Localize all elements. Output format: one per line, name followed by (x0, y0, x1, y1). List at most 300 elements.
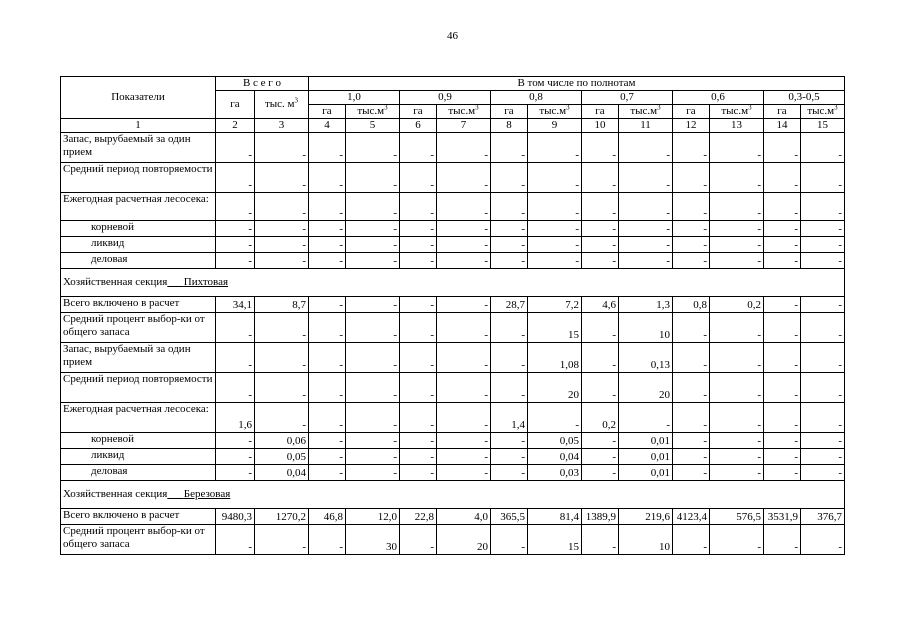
table-row (61, 221, 845, 237)
table-cell: - (710, 433, 764, 449)
table-cell: - (309, 403, 346, 433)
table-cell: - (400, 373, 437, 403)
table-cell: - (491, 313, 528, 343)
table-cell: - (491, 373, 528, 403)
column-number: 3 (255, 119, 309, 133)
table-cell: - (216, 465, 255, 481)
table-cell: - (764, 313, 801, 343)
table-cell: 20 (619, 373, 673, 403)
table-cell: - (216, 221, 255, 237)
row-label: деловая (61, 253, 216, 269)
header-unit-ha: га (582, 105, 619, 119)
table-cell: - (309, 297, 346, 313)
table-cell: - (764, 403, 801, 433)
row-label: Средний процент выбор-ки от общего запаса (61, 313, 216, 343)
table-cell: 22,8 (400, 509, 437, 525)
table-cell: - (437, 221, 491, 237)
table-cell: - (491, 343, 528, 373)
table-cell: - (764, 253, 801, 269)
table-cell: - (619, 133, 673, 163)
row-label: Всего включено в расчет (61, 297, 216, 313)
column-number: 12 (673, 119, 710, 133)
table-cell: - (216, 343, 255, 373)
table-cell: - (710, 237, 764, 253)
table-cell: 30 (346, 525, 400, 555)
table-cell: - (400, 237, 437, 253)
table-cell: - (255, 237, 309, 253)
table-cell: - (437, 297, 491, 313)
column-number: 9 (528, 119, 582, 133)
row-label: Запас, вырубаемый за один прием (61, 133, 216, 163)
table-cell: - (309, 373, 346, 403)
table-cell: - (255, 403, 309, 433)
table-cell: - (528, 163, 582, 193)
table-cell: 20 (437, 525, 491, 555)
table-cell: - (673, 433, 710, 449)
header-total: В с е г о (216, 77, 309, 91)
table-cell: 34,1 (216, 297, 255, 313)
table-cell: - (764, 343, 801, 373)
table-cell: - (400, 163, 437, 193)
table-cell: - (437, 313, 491, 343)
table-cell: - (801, 525, 845, 555)
table-cell: - (216, 193, 255, 221)
table-cell: - (582, 313, 619, 343)
table-cell: - (619, 253, 673, 269)
header-density: 0,8 (491, 91, 582, 105)
table-cell: - (216, 373, 255, 403)
table-cell: - (346, 465, 400, 481)
table-cell: - (255, 373, 309, 403)
table-cell: 4,6 (582, 297, 619, 313)
table-cell: - (801, 465, 845, 481)
table-cell: - (582, 433, 619, 449)
column-number: 8 (491, 119, 528, 133)
table-cell: - (764, 193, 801, 221)
column-number: 4 (309, 119, 346, 133)
table-cell: 1,6 (216, 403, 255, 433)
table-cell: - (491, 163, 528, 193)
table-cell: 0,2 (710, 297, 764, 313)
row-label: Запас, вырубаемый за один прием (61, 343, 216, 373)
table-cell: - (491, 433, 528, 449)
table-cell: - (619, 403, 673, 433)
table-cell: - (528, 253, 582, 269)
table-cell: 576,5 (710, 509, 764, 525)
table-row (61, 297, 845, 313)
table-cell: - (764, 525, 801, 555)
table-cell: 20 (528, 373, 582, 403)
table-cell: 9480,3 (216, 509, 255, 525)
table-cell: - (673, 373, 710, 403)
table-cell: - (764, 237, 801, 253)
header-density: 0,7 (582, 91, 673, 105)
table-cell: - (437, 343, 491, 373)
table-cell: - (619, 221, 673, 237)
column-number: 11 (619, 119, 673, 133)
table-cell: - (710, 253, 764, 269)
section-title: Хозяйственная секция Березовая (61, 481, 845, 509)
table-cell: 28,7 (491, 297, 528, 313)
table-cell: - (673, 253, 710, 269)
table-cell: - (491, 221, 528, 237)
table-cell: - (764, 433, 801, 449)
table-cell: - (437, 253, 491, 269)
table-cell: 219,6 (619, 509, 673, 525)
table-cell: 10 (619, 525, 673, 555)
column-number: 13 (710, 119, 764, 133)
table-cell: - (528, 133, 582, 163)
row-label: Ежегодная расчетная лесосека: (61, 403, 216, 433)
table-cell: - (437, 133, 491, 163)
table-cell: - (216, 449, 255, 465)
table-cell: - (710, 465, 764, 481)
table-cell: 7,2 (528, 297, 582, 313)
table-cell: - (255, 163, 309, 193)
table-cell: - (346, 403, 400, 433)
table-row (61, 373, 845, 403)
table-cell: - (346, 133, 400, 163)
section-header-birch (61, 481, 845, 509)
table-cell: - (216, 253, 255, 269)
table-row (61, 253, 845, 269)
column-number: 5 (346, 119, 400, 133)
header-unit-ha: га (764, 105, 801, 119)
table-cell: - (346, 163, 400, 193)
table-cell: - (801, 193, 845, 221)
table-cell: - (673, 313, 710, 343)
table-cell: - (255, 133, 309, 163)
table-cell: - (400, 403, 437, 433)
table-cell: - (255, 525, 309, 555)
table-cell: - (491, 193, 528, 221)
table-cell: - (801, 343, 845, 373)
table-cell: - (346, 373, 400, 403)
table-cell: - (309, 313, 346, 343)
table-cell: - (437, 163, 491, 193)
table-cell: - (400, 525, 437, 555)
table-cell: - (673, 465, 710, 481)
header-unit-ha: га (673, 105, 710, 119)
table-row (61, 509, 845, 525)
table-cell: - (582, 373, 619, 403)
row-label: Средний процент выбор-ки от общего запаса (61, 525, 216, 555)
table-cell: - (491, 465, 528, 481)
table-cell: - (710, 313, 764, 343)
table-cell: - (216, 133, 255, 163)
table-cell: 1,08 (528, 343, 582, 373)
table-cell: 0,03 (528, 465, 582, 481)
header-unit-ha: га (309, 105, 346, 119)
table-cell: - (437, 465, 491, 481)
table-cell: - (491, 525, 528, 555)
row-label: ликвид (61, 449, 216, 465)
table-cell: 10 (619, 313, 673, 343)
table-cell: - (801, 237, 845, 253)
table-cell: - (216, 433, 255, 449)
table-cell: - (346, 221, 400, 237)
table-cell: 1,3 (619, 297, 673, 313)
table-row (61, 133, 845, 163)
table-row (61, 465, 845, 481)
table-cell: - (400, 433, 437, 449)
table-cell: - (400, 449, 437, 465)
table-cell: - (710, 525, 764, 555)
table-cell: 0,2 (582, 403, 619, 433)
table-cell: - (346, 433, 400, 449)
table-cell: 0,01 (619, 465, 673, 481)
table-cell: 15 (528, 313, 582, 343)
table-cell: - (673, 449, 710, 465)
section-title: Хозяйственная секция Пихтовая (61, 269, 845, 297)
table-cell: - (346, 253, 400, 269)
header-unit-thous-m3: $тыс.м^3$ (528, 105, 582, 119)
table-cell: - (582, 465, 619, 481)
table-cell: - (437, 373, 491, 403)
row-label: ликвид (61, 237, 216, 253)
header-density: 1,0 (309, 91, 400, 105)
table-cell: - (400, 313, 437, 343)
table-cell: - (309, 433, 346, 449)
table-cell: - (710, 449, 764, 465)
table-cell: 0,04 (255, 465, 309, 481)
header-unit-ha: га (400, 105, 437, 119)
header-unit-thous-m3: $тыс.м^3$ (437, 105, 491, 119)
table-cell: - (764, 163, 801, 193)
table-cell: - (216, 313, 255, 343)
table-row (61, 193, 845, 221)
table-cell: 15 (528, 525, 582, 555)
table-row (61, 449, 845, 465)
table-cell: - (437, 433, 491, 449)
column-number: 15 (801, 119, 845, 133)
table-cell: - (710, 193, 764, 221)
table-row (61, 525, 845, 555)
column-number: 10 (582, 119, 619, 133)
table-cell: - (801, 403, 845, 433)
table-cell: - (400, 297, 437, 313)
row-label: Ежегодная расчетная лесосека: (61, 193, 216, 221)
table-cell: - (528, 403, 582, 433)
header-indicators: Показатели (61, 77, 216, 119)
table-cell: - (710, 221, 764, 237)
column-number: 2 (216, 119, 255, 133)
table-cell: - (400, 465, 437, 481)
header-unit-thous-m3: $тыс.м^3$ (619, 105, 673, 119)
table-cell: - (346, 313, 400, 343)
table-cell: 1389,9 (582, 509, 619, 525)
table-cell: 0,05 (528, 433, 582, 449)
table-cell: - (582, 193, 619, 221)
column-number: 14 (764, 119, 801, 133)
table-cell: - (673, 163, 710, 193)
table-cell: - (619, 163, 673, 193)
row-label: Всего включено в расчет (61, 509, 216, 525)
table-row (61, 313, 845, 343)
table-cell: - (346, 193, 400, 221)
section-header-fir (61, 269, 845, 297)
table-cell: - (673, 193, 710, 221)
table-cell: 0,06 (255, 433, 309, 449)
forest-stock-table (60, 76, 845, 555)
table-cell: - (216, 525, 255, 555)
table-cell: - (710, 133, 764, 163)
table-cell: 3531,9 (764, 509, 801, 525)
table-cell: 1270,2 (255, 509, 309, 525)
table-cell: - (309, 193, 346, 221)
table-cell: 0,01 (619, 433, 673, 449)
table-cell: - (801, 163, 845, 193)
table-cell: - (346, 449, 400, 465)
table-cell: - (673, 403, 710, 433)
header-ha: га (216, 91, 255, 119)
table-cell: - (491, 133, 528, 163)
header-thous-m3: тыс. $м^3$ (255, 91, 309, 119)
row-label: деловая (61, 465, 216, 481)
table-cell: - (346, 343, 400, 373)
table-cell: - (673, 221, 710, 237)
table-cell: - (528, 221, 582, 237)
column-number: 7 (437, 119, 491, 133)
table-cell: - (437, 403, 491, 433)
table-cell: 46,8 (309, 509, 346, 525)
table-cell: 0,8 (673, 297, 710, 313)
table-cell: - (582, 163, 619, 193)
table-cell: - (801, 133, 845, 163)
table-cell: - (309, 221, 346, 237)
table-cell: - (582, 253, 619, 269)
header-density: 0,6 (673, 91, 764, 105)
table-cell: - (673, 133, 710, 163)
table-cell: 0,05 (255, 449, 309, 465)
table-cell: - (801, 433, 845, 449)
table-cell: - (801, 253, 845, 269)
table-cell: - (764, 133, 801, 163)
table-cell: 4123,4 (673, 509, 710, 525)
table-cell: - (801, 221, 845, 237)
header-density: 0,9 (400, 91, 491, 105)
table-cell: - (255, 253, 309, 269)
table-row (61, 237, 845, 253)
table-cell: - (309, 465, 346, 481)
table-cell: - (346, 297, 400, 313)
table-cell: - (673, 525, 710, 555)
table-cell: - (764, 221, 801, 237)
table-cell: - (764, 465, 801, 481)
row-label: Средний период повторяемости (61, 163, 216, 193)
table-cell: - (710, 373, 764, 403)
table-cell: - (309, 525, 346, 555)
table-cell: 365,5 (491, 509, 528, 525)
table-cell: - (400, 221, 437, 237)
table-cell: - (764, 373, 801, 403)
table-cell: - (309, 133, 346, 163)
table-cell: 0,13 (619, 343, 673, 373)
table-cell: 4,0 (437, 509, 491, 525)
table-cell: - (309, 253, 346, 269)
table-cell: - (673, 237, 710, 253)
table-cell: - (437, 449, 491, 465)
table-cell: 1,4 (491, 403, 528, 433)
table-cell: 8,7 (255, 297, 309, 313)
table-cell: - (764, 297, 801, 313)
table-cell: - (491, 449, 528, 465)
table-cell: - (801, 373, 845, 403)
table-cell: - (255, 313, 309, 343)
table-cell: - (710, 403, 764, 433)
table-cell: 376,7 (801, 509, 845, 525)
header-unit-thous-m3: $тыс.м^3$ (710, 105, 764, 119)
table-cell: - (437, 237, 491, 253)
row-label: корневой (61, 221, 216, 237)
table-row (61, 163, 845, 193)
table-cell: - (801, 313, 845, 343)
table-cell: - (582, 343, 619, 373)
table-cell: - (582, 133, 619, 163)
column-number: 6 (400, 119, 437, 133)
table-cell: - (255, 221, 309, 237)
table-cell: 12,0 (346, 509, 400, 525)
header-density: 0,3-0,5 (764, 91, 845, 105)
table-cell: - (255, 343, 309, 373)
table-cell: - (309, 449, 346, 465)
page-number: 46 (447, 30, 458, 42)
table-cell: - (216, 163, 255, 193)
table-cell: - (491, 253, 528, 269)
table-cell: 81,4 (528, 509, 582, 525)
table-cell: - (582, 237, 619, 253)
table-cell: - (309, 163, 346, 193)
table-cell: - (710, 163, 764, 193)
table-cell: - (400, 193, 437, 221)
header-unit-thous-m3: $тыс.м^3$ (346, 105, 400, 119)
table-cell: - (400, 343, 437, 373)
table-cell: - (619, 237, 673, 253)
table-cell: - (710, 343, 764, 373)
table-cell: - (400, 133, 437, 163)
header-unit-thous-m3: $тыс.м^3$ (801, 105, 845, 119)
table-cell: - (528, 193, 582, 221)
table-cell: 0,01 (619, 449, 673, 465)
table-cell: - (309, 343, 346, 373)
table-cell: - (346, 237, 400, 253)
table-cell: - (437, 193, 491, 221)
table-cell: - (619, 193, 673, 221)
header-unit-ha: га (491, 105, 528, 119)
table-cell: - (582, 525, 619, 555)
table-cell: - (801, 297, 845, 313)
table-cell: - (582, 221, 619, 237)
table-cell: - (801, 449, 845, 465)
table-cell: - (255, 193, 309, 221)
table-cell: - (582, 449, 619, 465)
table-cell: 0,04 (528, 449, 582, 465)
row-label: Средний период повторяемости (61, 373, 216, 403)
table-cell: - (216, 237, 255, 253)
table-cell: - (400, 253, 437, 269)
column-number: 1 (61, 119, 216, 133)
table-cell: - (491, 237, 528, 253)
row-label: корневой (61, 433, 216, 449)
table-cell: - (764, 449, 801, 465)
table-cell: - (673, 343, 710, 373)
table-row (61, 403, 845, 433)
table-cell: - (309, 237, 346, 253)
table-cell: - (528, 237, 582, 253)
table-row (61, 433, 845, 449)
header-including: В том числе по полнотам (309, 77, 845, 91)
table-row (61, 343, 845, 373)
